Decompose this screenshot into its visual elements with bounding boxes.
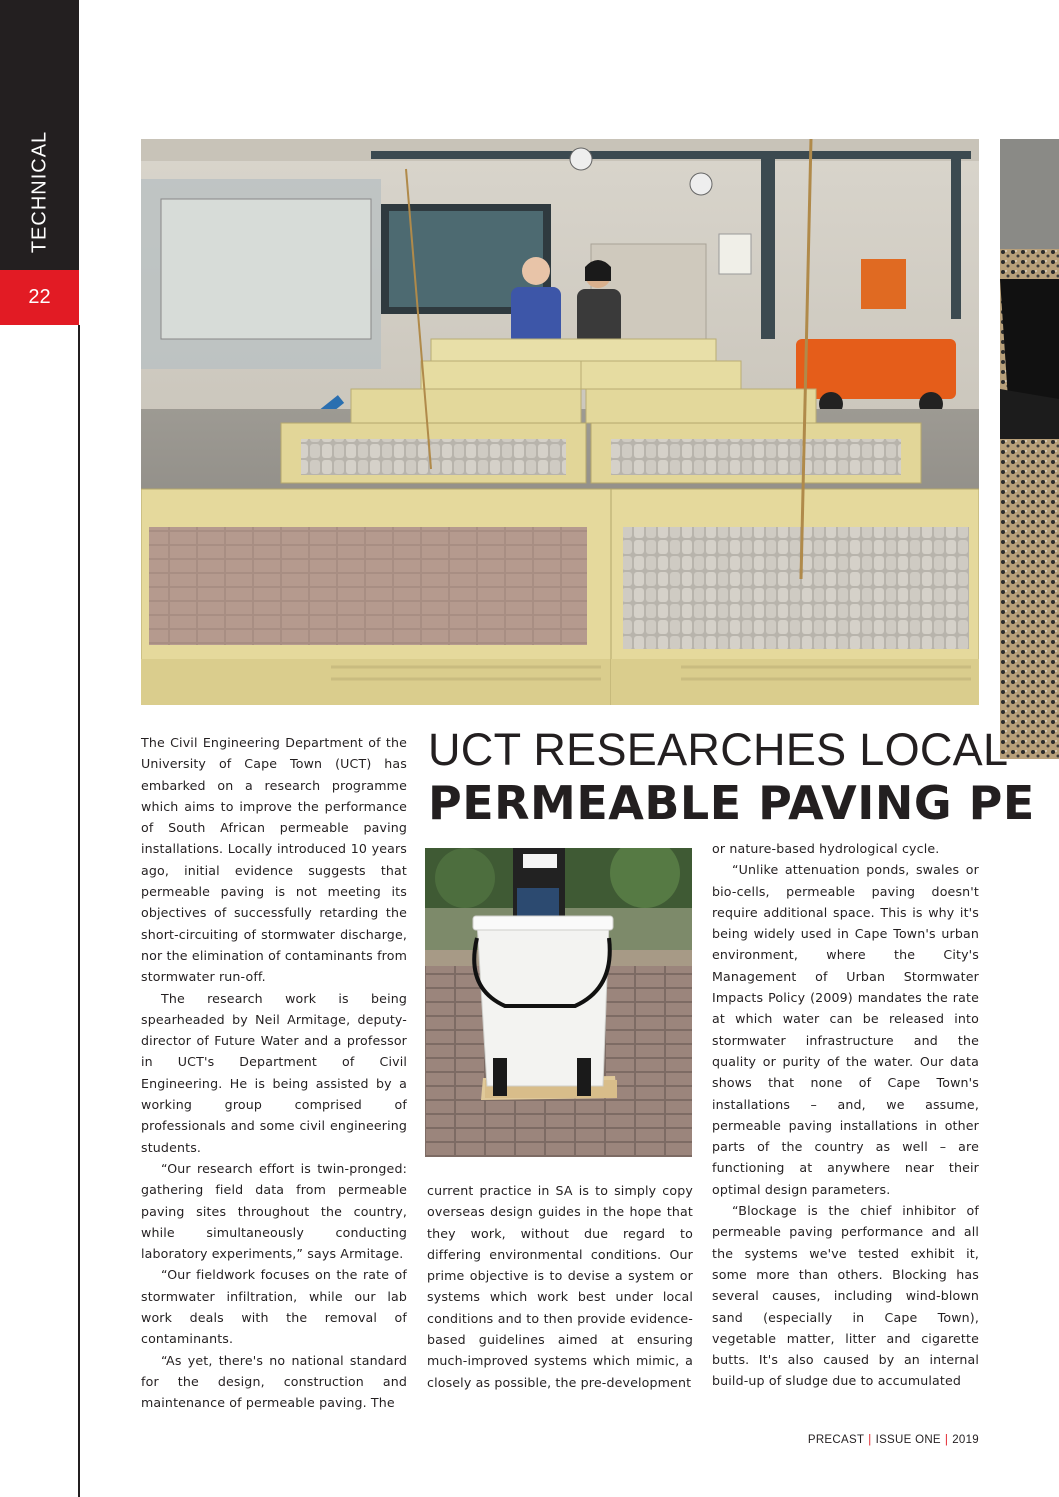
headline-line-1: UCT RESEARCHES LOCAL — [428, 724, 1009, 775]
article-headline — [428, 725, 1035, 831]
paragraph: or nature-based hydrological cycle. — [712, 841, 940, 856]
paragraph: current practice in SA is to simply copy overseas design guides in the hope that they work, without due regard to differing environmental conditions. Our prime objective is to devise a system or systems which work best under local conditions and to then provide evidence-based guidelines aimed at ensuring much-improved systems which mimic, a closely as possible, the pre-development — [427, 1183, 693, 1390]
bucket-test-photo — [425, 848, 692, 1157]
paragraph: “Our fieldwork focuses on the rate of stormwater infiltration, while our lab work deals with the removal of contaminants. — [141, 1267, 407, 1347]
section-label: TECHNICAL — [28, 130, 51, 254]
footer-separator: | — [944, 1434, 949, 1446]
section-tab — [0, 0, 79, 270]
article-column-3 — [712, 838, 979, 1392]
footer-separator: | — [868, 1434, 872, 1446]
footer-year: 2019 — [952, 1434, 979, 1446]
paragraph: The Civil Engineering Department of the University of Cape Town (UCT) has embarked on a research programme which aims to improve the performance of South African permeable paving installations. Locally introduced 10 years ago, initial evidence suggests that permeable paving is not meeting its objectives of successfully retarding the short-circuiting of stormwater discharge, nor the elimination of contaminants from stormwater run-off. — [141, 735, 407, 985]
article-column-2 — [427, 1180, 693, 1393]
footer-publication: PRECAST — [807, 1434, 865, 1446]
article-column-1 — [141, 732, 407, 1414]
lab-photo-illustration — [141, 139, 979, 705]
lab-photo — [141, 139, 979, 705]
aggregate-photo-illustration — [1000, 139, 1059, 759]
aggregate-photo — [1000, 139, 1059, 759]
paragraph: “Our research effort is twin-pronged: gathering field data from permeable paving sites throughout the country, while simultaneously conducting laboratory experiments,” says Armitage. — [141, 1160, 407, 1262]
paragraph: “Blockage is the chief inhibitor of permeable paving performance and all the systems we've tested exhibit it, some more than others. Blocking has several causes, including wind-blown sand (especially in Cape Town), vegetable matter, litter and cigarette butts. It's also caused by an internal build-up of sludge due to accumulated — [712, 1203, 979, 1389]
paragraph: “As yet, there's no national standard for the design, construction and maintenance of permeable paving. The — [141, 1352, 407, 1411]
headline-line-2: PERMEABLE PAVING PE — [428, 776, 1035, 830]
sidebar-rule — [78, 325, 80, 1497]
page-number: 22 — [0, 270, 79, 325]
paragraph: “Unlike attenuation ponds, swales or bio-cells, permeable paving doesn't require additional space. This is why it's being widely used in Cape Town's urban environment, where the City's Management of Urban Stormwater Impacts Policy (2009) mandates the rate at which water can be released into stormwater infrastructure and the quality or purity of the water. Our data shows that none of Cape Town's installations – and, we assume, permeable paving installations in other parts of the country as well – are functioning at anywhere near their optimal design parameters. — [712, 862, 979, 1197]
footer-issue: ISSUE ONE — [875, 1434, 941, 1446]
page-footer — [808, 1434, 979, 1446]
paragraph: The research work is being spearheaded by Neil Armitage, deputy-director of Future Water and a professor in UCT's Department of Civil Engineering. He is being assisted by a working group comprised of professionals and some civil engineering students. — [141, 990, 407, 1155]
bucket-photo-illustration — [425, 848, 692, 1157]
